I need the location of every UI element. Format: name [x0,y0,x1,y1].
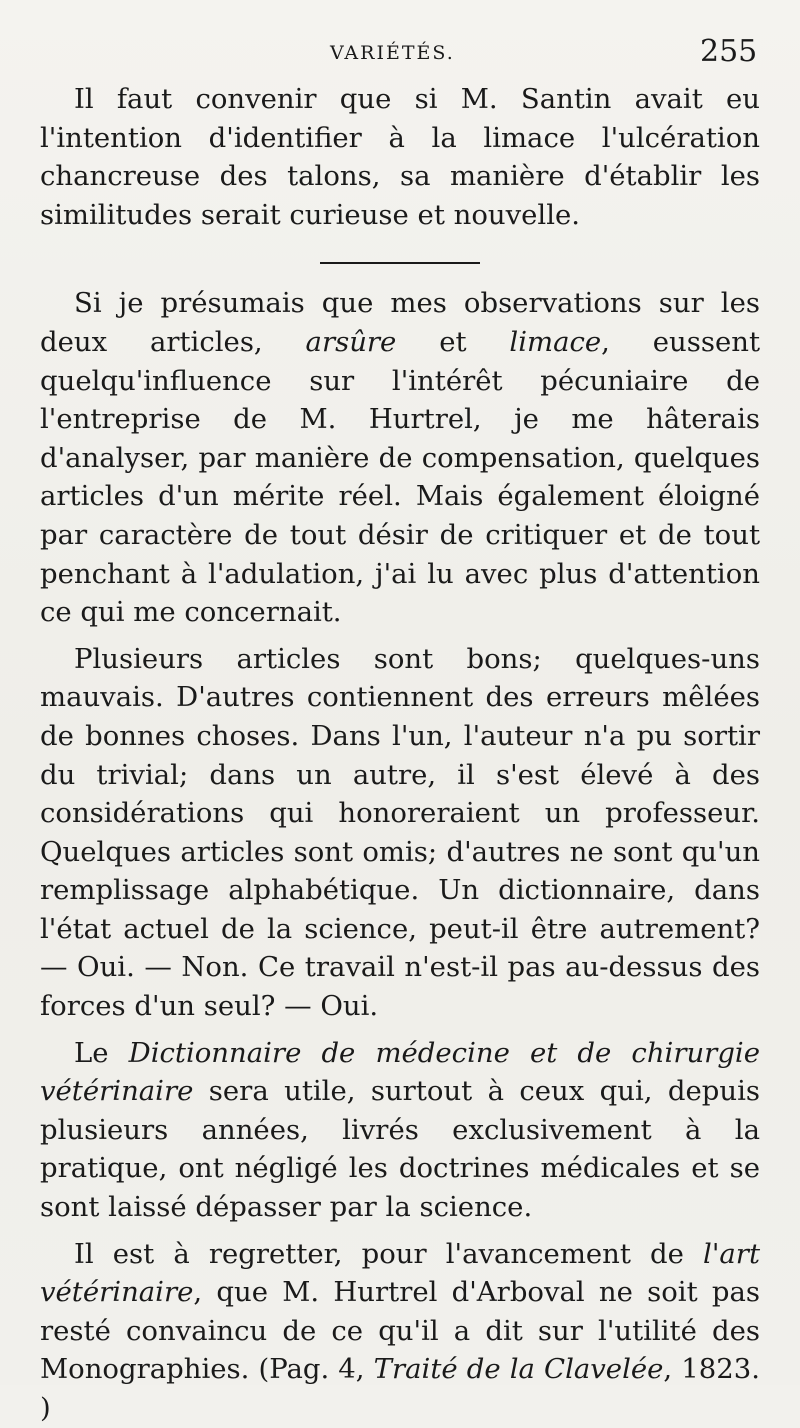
paragraph-2-part-b: et [396,325,510,358]
term-art-veterinaire: l'art vétérinaire [40,1237,760,1309]
term-limace: limace [509,325,602,358]
term-arsure: arsûre [305,325,397,358]
paragraph-5-part-b: , que M. Hurtrel d'Arboval ne soit pas resté convaincu de ce qu'il a dit sur l'utilité des Monographies. (Pag. 4, [40,1276,760,1386]
paragraph-2 [40,284,760,631]
section-divider [320,262,480,264]
paragraph-5-part-a: Il est à regretter, pour l'avancement de [74,1237,704,1270]
paragraph-4-part-b: sera utile, surtout à ceux qui, depuis plusieurs années, livrés exclusivement à la pratique, ont négligé les doctrines médicales et se sont laissé dépasser par la science. [40,1075,760,1224]
book-title-dictionnaire: Dictionnaire de médecine et de chirurgie vétérinaire [40,1036,760,1108]
page-header [0,34,800,74]
page-number: 255 [700,34,758,69]
paragraph-5 [40,1235,760,1428]
running-title: VARIÉTÉS. [330,42,455,64]
paragraph-4 [40,1034,760,1227]
paragraph-3: Plusieurs articles sont bons; quelques-uns mauvais. D'autres contiennent des erreurs mêlées de bonnes choses. Dans l'un, l'auteur n'a pu sortir du trivial; dans un autre, il s'est élevé à des considérations qui honoreraient un professeur. Quelques articles sont omis; d'autres ne sont qu'un remplissage alphabétique. Un dictionnaire, dans l'état actuel de la science, peut-il être autrement? — Oui. — Non. Ce travail n'est-il pas au-dessus des forces d'un seul? — Oui. [40,642,760,1023]
paragraph-4-part-a: Le [74,1036,129,1069]
paragraph-2-part-a: Si je présumais que mes observations sur les deux articles, [40,287,760,358]
book-title-clavelee: Traité de la Clavelée [373,1353,664,1386]
paragraph-2-part-c: , eussent quelqu'influence sur l'intérêt pécuniaire de l'entreprise de M. Hurtrel, je me hâterais d'analyser, par manière de compensation, quelques articles d'un mérite réel. Mais également éloigné par caractère de tout désir de critiquer et de tout penchant à l'adulation, j'ai lu avec plus d'attention ce qui me concernait. [40,325,761,629]
paragraph-1: Il faut convenir que si M. Santin avait eu l'intention d'identifier à la limace l'ulcération chancreuse des talons, sa manière d'établir les similitudes serait curieuse et nouvelle. [40,83,760,231]
paragraph-5-part-c: , 1823. ) [40,1353,760,1424]
body-text [40,80,760,1428]
